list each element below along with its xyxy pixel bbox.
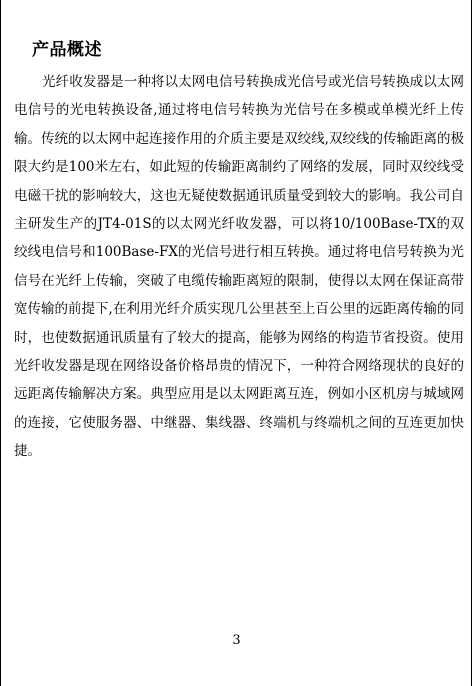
page-content — [14, 40, 464, 466]
page-number: 3 — [232, 633, 241, 648]
section-heading: 产品概述 — [32, 40, 102, 60]
body-paragraph: 光纤收发器是一种将以太网电信号转换成光信号或光信号转换成以太网电信号的光电转换设备,通过将电信号转换为光信号在多模或单模光纤上传输。传统的以太网中起连接作用的介质主要是双绞线,双绞线的传输距离的极限大约是100米左右，如此短的传输距离制约了网络的发展，同时双绞线受电磁干扰的影响较大，这也无疑使数据通讯质量受到较大的影响。我公司自主研发生产的JT4-01S的以太网光纤收发器，可以将10/100Base-TX的双绞线电信号和100Base-FX的光信号进行相互转换。通过将电信号转换为光信号在光纤上传输，突破了电缆传输距离短的限制，使得以太网在保证高带宽传输的前提下,在利用光纤介质实现几公里甚至上百公里的远距离传输的同时，也使数据通讯质量有了较大的提高，能够为网络的构造节省投资。使用光纤收发器是现在网络设备价格昂贵的情况下，一种符合网络现状的良好的远距离传输解决方案。典型应用是以太网距离互连，例如小区机房与城域网的连接，它使服务器、中继器、集线器、终端机与终端机之间的互连更加快捷。 — [14, 74, 464, 460]
